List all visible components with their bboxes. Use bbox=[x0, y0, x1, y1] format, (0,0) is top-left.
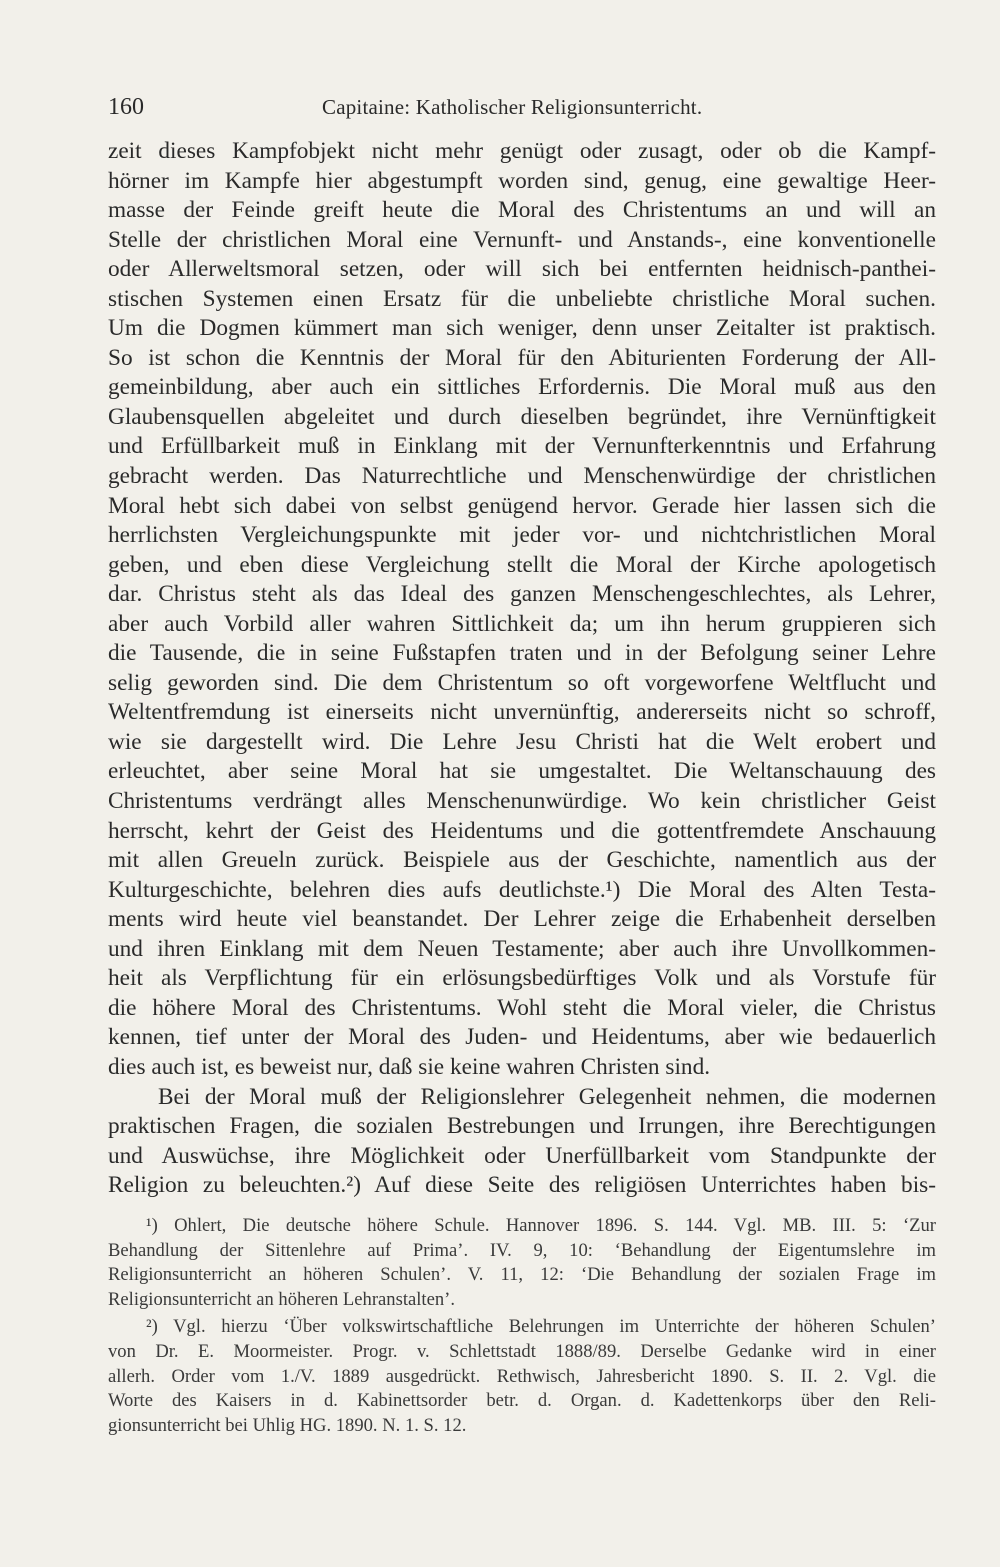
body-line: Christentums verdrängt alles Menschenunwürdige. Wo kein christlicher Geist bbox=[108, 788, 936, 815]
body-line: kennen, tief unter der Moral des Juden- und Heidentums, aber wie bedauerlich bbox=[108, 1024, 936, 1051]
footnote-line: allerh. Order vom 1./V. 1889 ausgedrückt. Rethwisch, Jahresbericht 1890. S. II. 2. Vgl. die bbox=[108, 1365, 936, 1387]
body-line: herrscht, kehrt der Geist des Heidentums und die gottentfremdete Anschauung bbox=[108, 817, 936, 844]
body-line: die höhere Moral des Christentums. Wohl steht die Moral vieler, die Christus bbox=[108, 994, 936, 1021]
body-line: dies auch ist, es beweist nur, daß sie keine wahren Christen sind. bbox=[108, 1053, 711, 1080]
footnote-line: gionsunterricht bei Uhlig HG. 1890. N. 1. S. 12. bbox=[108, 1414, 467, 1436]
footnote-line: von Dr. E. Moormeister. Progr. v. Schlettstadt 1888/89. Derselbe Gedanke wird in einer bbox=[108, 1340, 936, 1362]
footnote-line: Religionsunterricht an höheren Lehranstalten’. bbox=[108, 1288, 455, 1310]
body-line: Bei der Moral muß der Religionslehrer Gelegenheit nehmen, die modernen bbox=[158, 1083, 936, 1110]
body-line: Kulturgeschichte, belehren dies aufs deutlichste.¹) Die Moral des Alten Testa- bbox=[108, 876, 936, 903]
body-line: gemeinbildung, aber auch ein sittliches Erfordernis. Die Moral muß aus den bbox=[108, 374, 936, 401]
body-line: heit als Verpflichtung für ein erlösungsbedürftiges Volk und als Vorstufe für bbox=[108, 965, 936, 992]
footnote-line: ²) Vgl. hierzu ‘Über volkswirtschaftliche Belehrungen im Unterrichte der höheren Schulen’ bbox=[146, 1316, 936, 1338]
footnote-line: ¹) Ohlert, Die deutsche höhere Schule. Hannover 1896. S. 144. Vgl. MB. III. 5: ‘Zur bbox=[146, 1215, 936, 1236]
body-line: selig geworden sind. Die dem Christentum so oft vorgeworfene Weltflucht und bbox=[108, 669, 936, 696]
body-line: zeit dieses Kampfobjekt nicht mehr genügt oder zusagt, oder ob die Kampf- bbox=[108, 138, 936, 164]
body-line: praktischen Fragen, die sozialen Bestrebungen und Irrungen, ihre Berechtigungen bbox=[108, 1113, 936, 1140]
body-line: wie sie dargestellt wird. Die Lehre Jesu Christi hat die Welt erobert und bbox=[108, 728, 936, 755]
body-line: masse der Feinde greift heute die Moral des Christentums an und will an bbox=[108, 197, 936, 224]
body-line: herrlichsten Vergleichungspunkte mit jeder vor- und nichtchristlichen Moral bbox=[108, 522, 936, 549]
main-text bbox=[108, 137, 936, 1201]
running-title: Capitaine: Katholischer Religionsunterricht. bbox=[322, 95, 703, 119]
body-line: dar. Christus steht als das Ideal des ganzen Menschengeschlechtes, als Lehrer, bbox=[108, 581, 936, 608]
body-line: oder Allerweltsmoral setzen, oder will sich bei entfernten heidnisch-panthei- bbox=[108, 256, 936, 283]
running-head bbox=[108, 92, 936, 122]
body-line: Um die Dogmen kümmert man sich weniger, denn unser Zeitalter ist praktisch. bbox=[108, 315, 936, 342]
body-line: hörner im Kampfe hier abgestumpft worden sind, genug, eine gewaltige Heer- bbox=[108, 167, 936, 194]
body-line: mit allen Greueln zurück. Beispiele aus der Geschichte, namentlich aus der bbox=[108, 847, 936, 874]
body-line: erleuchtet, aber seine Moral hat sie umgestaltet. Die Weltanschauung des bbox=[108, 758, 936, 785]
body-line: und ihren Einklang mit dem Neuen Testamente; aber auch ihre Unvollkommen- bbox=[108, 935, 936, 962]
body-line: die Tausende, die in seine Fußstapfen traten und in der Befolgung seiner Lehre bbox=[108, 640, 936, 667]
body-line: gebracht werden. Das Naturrechtliche und Menschenwürdige der christlichen bbox=[108, 463, 936, 490]
body-line: aber auch Vorbild aller wahren Sittlichkeit da; um ihn herum gruppieren sich bbox=[108, 610, 936, 637]
body-line: und Erfüllbarkeit muß in Einklang mit der Vernunfterkenntnis und Erfahrung bbox=[108, 433, 936, 460]
footnote-line: Religionsunterricht an höheren Schulen’. V. 11, 12: ‘Die Behandlung der sozialen Frage im bbox=[108, 1264, 936, 1286]
body-line: Stelle der christlichen Moral eine Vernunft- und Anstands-, eine konventionelle bbox=[108, 226, 936, 253]
body-line: Religion zu beleuchten.²) Auf diese Seite des religiösen Unterrichtes haben bis- bbox=[108, 1172, 936, 1199]
body-line: geben, und eben diese Vergleichung stellt die Moral der Kirche apologetisch bbox=[108, 551, 936, 578]
footnote-line: Behandlung der Sittenlehre auf Prima’. IV. 9, 10: ‘Behandlung der Eigentumslehre im bbox=[108, 1239, 936, 1261]
body-line: stischen Systemen einen Ersatz für die unbeliebte christliche Moral suchen. bbox=[108, 285, 936, 312]
footnotes bbox=[108, 1214, 936, 1438]
body-line: ments wird heute viel beanstandet. Der Lehrer zeige die Erhabenheit derselben bbox=[108, 906, 936, 933]
body-line: So ist schon die Kenntnis der Moral für den Abiturienten Forderung der All- bbox=[108, 344, 936, 371]
body-line: Glaubensquellen abgeleitet und durch dieselben begründet, ihre Vernünftigkeit bbox=[108, 403, 936, 430]
body-line: Weltentfremdung ist einerseits nicht unvernünftig, andererseits nicht so schroff, bbox=[108, 699, 936, 726]
page-number: 160 bbox=[108, 94, 144, 120]
body-line: und Auswüchse, ihre Möglichkeit oder Unerfüllbarkeit vom Standpunkte der bbox=[108, 1142, 936, 1169]
body-line: Moral hebt sich dabei von selbst genügend hervor. Gerade hier lassen sich die bbox=[108, 492, 936, 519]
footnote-line: Worte des Kaisers in d. Kabinettsorder betr. d. Organ. d. Kadettenkorps über den Reli- bbox=[108, 1390, 936, 1412]
